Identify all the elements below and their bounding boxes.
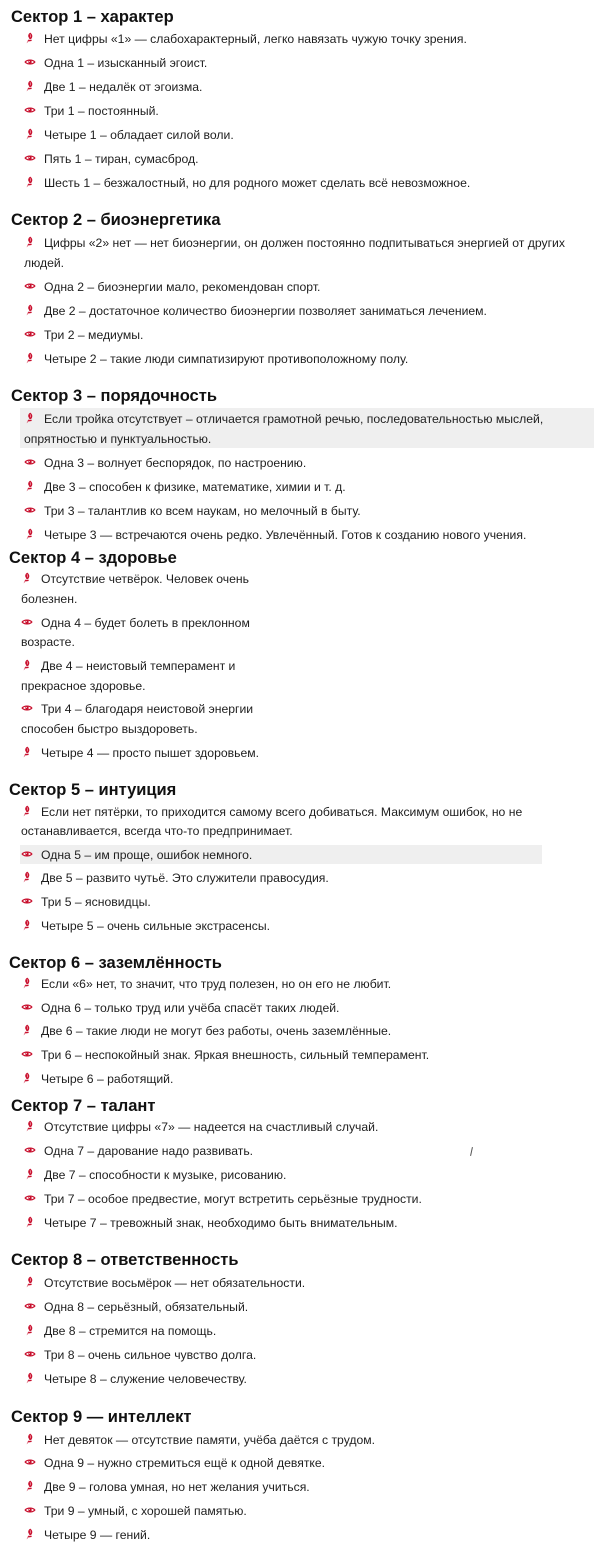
pin-icon <box>24 1480 36 1492</box>
list-item-text: Четыре 4 — просто пышет здоровьем. <box>41 746 259 760</box>
list-item-text: Пять 1 – тиран, сумасброд. <box>44 152 199 166</box>
eye-icon <box>24 56 36 68</box>
list-item-text: Две 8 – стремится на помощь. <box>44 1324 217 1338</box>
list-item-text: Одна 5 – им проще, ошибок немного. <box>41 848 253 862</box>
list-item-text: Нет цифры «1» — слабохарактерный, легко навязать чужую точку зрения. <box>44 32 467 46</box>
pin-icon <box>24 528 36 540</box>
list-item-text: Цифры «2» нет — нет биоэнергии, он должен постоянно подпитываться энергией от других <box>44 236 565 250</box>
list-item-text: Одна 7 – дарование надо развивать. <box>44 1144 254 1158</box>
list-item-text: Две 2 – достаточное количество биоэнергии позволяет заниматься лечением. <box>44 304 487 318</box>
list-item-text: Четыре 6 – работящий. <box>41 1072 174 1086</box>
list-item-text: Четыре 9 — гений. <box>44 1528 151 1542</box>
eye-icon <box>24 1144 36 1156</box>
eye-icon <box>24 504 36 516</box>
list-item-text: Одна 6 – только труд или учёба спасёт таких людей. <box>41 1001 340 1015</box>
list-item-text: Две 1 – недалёк от эгоизма. <box>44 80 203 94</box>
list-item-text: Три 1 – постоянный. <box>44 104 159 118</box>
eye-icon <box>24 1192 36 1204</box>
list-item-text: Три 9 – умный, с хорошей памятью. <box>44 1504 247 1518</box>
list-item-text: Нет девяток — отсутствие памяти, учёба даётся с трудом. <box>44 1433 376 1447</box>
pin-icon <box>24 1168 36 1180</box>
sector-title: Сектор 1 – характер <box>11 8 174 26</box>
list-item-continuation: останавливается, всегда что-то предпринимает. <box>21 824 293 838</box>
list-item-continuation: людей. <box>24 256 65 270</box>
sector-title: Сектор 6 – заземлённость <box>9 954 222 972</box>
pin-icon <box>24 352 36 364</box>
eye-icon <box>24 1348 36 1360</box>
list-item-text: Шесть 1 – безжалостный, но для родного может сделать всё невозможное. <box>44 176 471 190</box>
eye-icon <box>24 280 36 292</box>
eye-icon <box>24 1300 36 1312</box>
list-item-text: Четыре 7 – тревожный знак, необходимо быть внимательным. <box>44 1216 398 1230</box>
pin-icon <box>24 304 36 316</box>
pin-icon <box>24 32 36 44</box>
pin-icon <box>21 1024 33 1036</box>
list-item-text: Одна 4 – будет болеть в преклонном <box>41 616 250 630</box>
pin-icon <box>24 1276 36 1288</box>
list-item-text: Три 8 – очень сильное чувство долга. <box>44 1348 257 1362</box>
list-item-text: Отсутствие цифры «7» — надеется на счастливый случай. <box>44 1120 379 1134</box>
list-item-continuation: опрятностью и пунктуальностью. <box>24 432 212 446</box>
list-item-text: Три 3 – талантлив ко всем наукам, но мелочный в быту. <box>44 504 361 518</box>
eye-icon <box>24 152 36 164</box>
list-item-text: Две 3 – способен к физике, математике, химии и т. д. <box>44 480 346 494</box>
list-item-text: Две 9 – голова умная, но нет желания учиться. <box>44 1480 310 1494</box>
pin-icon <box>21 919 33 931</box>
pin-icon <box>21 805 33 817</box>
sector-title: Сектор 9 — интеллект <box>11 1408 192 1426</box>
list-item-text: Если «6» нет, то значит, что труд полезен, но он его не любит. <box>41 977 392 991</box>
pin-icon <box>24 1120 36 1132</box>
eye-icon <box>24 1504 36 1516</box>
pin-icon <box>24 176 36 188</box>
list-item-text: Три 2 – медиумы. <box>44 328 144 342</box>
pin-icon <box>24 480 36 492</box>
list-item-text: Четыре 2 – такие люди симпатизируют противоположному полу. <box>44 352 409 366</box>
list-item-text: Две 7 – способности к музыке, рисованию. <box>44 1168 287 1182</box>
pin-icon <box>24 1433 36 1445</box>
list-item-continuation: возрасте. <box>21 635 75 649</box>
pin-icon <box>21 977 33 989</box>
pin-icon <box>24 128 36 140</box>
list-item-continuation: прекрасное здоровье. <box>21 679 146 693</box>
sector-title: Сектор 2 – биоэнергетика <box>11 211 221 229</box>
list-item-text: Четыре 5 – очень сильные экстрасенсы. <box>41 919 270 933</box>
list-item-text: Отсутствие восьмёрок — нет обязательности. <box>44 1276 306 1290</box>
list-item-text: Три 6 – неспокойный знак. Яркая внешность, сильный темперамент. <box>41 1048 430 1062</box>
eye-icon <box>24 328 36 340</box>
pin-icon <box>24 1216 36 1228</box>
list-item-text: Если нет пятёрки, то приходится самому всего добиваться. Максимум ошибок, но не <box>41 805 523 819</box>
list-item-text: Три 4 – благодаря неистовой энергии <box>41 702 254 716</box>
pin-icon <box>21 871 33 883</box>
list-item-continuation: болезнен. <box>21 592 78 606</box>
list-item-text: Одна 3 – волнует беспорядок, по настроению. <box>44 456 307 470</box>
eye-icon <box>24 456 36 468</box>
pin-icon <box>24 236 36 248</box>
sector-title: Сектор 8 – ответственность <box>11 1251 239 1269</box>
list-item-text: Одна 2 – биоэнергии мало, рекомендован спорт. <box>44 280 321 294</box>
list-item-text: Две 6 – такие люди не могут без работы, очень заземлённые. <box>41 1024 392 1038</box>
eye-icon <box>24 1456 36 1468</box>
pin-icon <box>21 659 33 671</box>
pin-icon <box>21 1072 33 1084</box>
eye-icon <box>21 848 33 860</box>
eye-icon <box>21 702 33 714</box>
list-item-text: Одна 1 – изысканный эгоист. <box>44 56 208 70</box>
stray-mark <box>470 1147 473 1156</box>
list-item-text: Четыре 1 – обладает силой воли. <box>44 128 234 142</box>
sector-title: Сектор 5 – интуиция <box>9 781 177 799</box>
pin-icon <box>24 1324 36 1336</box>
sector-title: Сектор 7 – талант <box>11 1097 156 1115</box>
eye-icon <box>21 616 33 628</box>
eye-icon <box>24 104 36 116</box>
pin-icon <box>24 80 36 92</box>
list-item-text: Если тройка отсутствует – отличается грамотной речью, последовательностью мыслей, <box>44 412 544 426</box>
list-item-text: Четыре 8 – служение человечеству. <box>44 1372 247 1386</box>
list-item-text: Отсутствие четвёрок. Человек очень <box>41 572 249 586</box>
list-item-text: Три 5 – ясновидцы. <box>41 895 151 909</box>
list-item-continuation: способен быстро выздороветь. <box>21 722 198 736</box>
list-item-text: Три 7 – особое предвестие, могут встретить серьёзные трудности. <box>44 1192 422 1206</box>
pin-icon <box>24 1528 36 1540</box>
eye-icon <box>21 895 33 907</box>
list-item-text: Две 5 – развито чутьё. Это служители правосудия. <box>41 871 329 885</box>
sector-title: Сектор 3 – порядочность <box>11 387 217 405</box>
pin-icon <box>24 1372 36 1384</box>
sector-title: Сектор 4 – здоровье <box>9 549 177 567</box>
list-item-text: Одна 8 – серьёзный, обязательный. <box>44 1300 249 1314</box>
pin-icon <box>24 412 36 424</box>
list-item-text: Две 4 – неистовый темперамент и <box>41 659 236 673</box>
list-item-text: Четыре 3 — встречаются очень редко. Увлечённый. Готов к созданию нового учения. <box>44 528 527 542</box>
eye-icon <box>21 1048 33 1060</box>
pin-icon <box>21 572 33 584</box>
pin-icon <box>21 746 33 758</box>
eye-icon <box>21 1001 33 1013</box>
list-item-text: Одна 9 – нужно стремиться ещё к одной девятке. <box>44 1456 326 1470</box>
